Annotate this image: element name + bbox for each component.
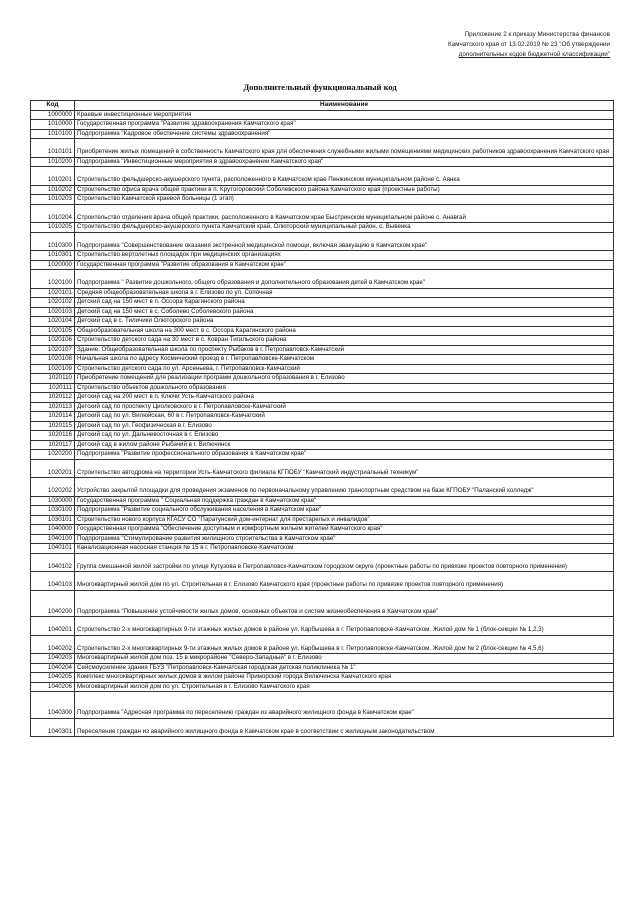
row-name: Краевые инвестиционные мероприятия xyxy=(75,110,614,120)
table-row xyxy=(31,431,614,441)
table-row xyxy=(31,692,614,719)
table-row xyxy=(31,412,614,422)
table-row xyxy=(31,260,614,270)
table-row xyxy=(31,544,614,554)
row-code: 1020000 xyxy=(31,260,75,270)
table-row xyxy=(31,478,614,497)
row-code: 1040102 xyxy=(31,553,75,572)
approval-header xyxy=(400,30,610,60)
row-name: Приобретение помещений для реализации программ дошкольного образования в г. Елизово xyxy=(75,374,614,384)
table-row xyxy=(31,673,614,683)
row-code: 1040200 xyxy=(31,590,75,617)
row-code: 1020110 xyxy=(31,374,75,384)
row-name: Строительство офиса врача общей практики в п. Крутогоровский Соболевского района Камчатского края (проектные работы) xyxy=(75,185,614,195)
row-code: 1010200 xyxy=(31,157,75,167)
row-name: Подпрограмма "Адресная программа по переселению граждан из аварийного жилищного фонда в Камчатском крае" xyxy=(75,692,614,719)
row-code: 1020115 xyxy=(31,421,75,431)
row-name: Детский сад на 200 мест в п. Ключи Усть-Камчатского района xyxy=(75,393,614,403)
table-row xyxy=(31,167,614,186)
row-name: Строительство детского сада по ул. Арсеньева, г. Петропавловск-Камчатский xyxy=(75,364,614,374)
table-row xyxy=(31,204,614,223)
row-name: Государственная программа " Социальная поддержка граждан в Камчатском крае" xyxy=(75,496,614,506)
row-code: 1010204 xyxy=(31,204,75,223)
row-code: 1020111 xyxy=(31,383,75,393)
row-name: Многоквартирный жилой дом по ул. Строительная в г. Елизово Камчатского края xyxy=(75,682,614,692)
row-code: 1020112 xyxy=(31,393,75,403)
row-name: Приобретение жилых помещений в собственность Камчатского края для обеспечения служебными жилыми помещениями медицинских работников здравоохранения Камчатского края xyxy=(75,139,614,158)
row-name: Строительство 2-х многоквартирных 9-ти этажных жилых домов в районе ул. Карбышева в г. Петропавловске-Камчатском. Жилой дом № 2 (блок-секции № 4,5,6) xyxy=(75,635,614,654)
row-name: Строительство автодрома на территории Усть-Камчатского филиала КГПОБУ "Камчатский индустриальный техникум" xyxy=(75,459,614,478)
row-code: 1010300 xyxy=(31,232,75,251)
row-name: Детский сад на 150 мест в с. Соболево Соболевского района xyxy=(75,307,614,317)
row-name: Подпрограмма "Стимулирование развития жилищного строительства в Камчатском крае" xyxy=(75,534,614,544)
table-row xyxy=(31,525,614,535)
table-row xyxy=(31,139,614,158)
row-name: Группа смешанной жилой застройки по улице Кутузова в Петропавловск-Камчатском городском округе (проектные работы по привязке проектов повторного применения) xyxy=(75,553,614,572)
row-name: Детский сад в с. Тиличики Олюторского района xyxy=(75,317,614,327)
column-header-code: Код xyxy=(31,101,75,111)
table-row xyxy=(31,317,614,327)
row-name: Переселение граждан из аварийного жилищного фонда в Камчатском крае в соответствии с жилищным законодательством xyxy=(75,718,614,737)
row-name: Общеобразовательная школа на 300 мест в с. Оссора Карагинского района xyxy=(75,326,614,336)
table-row xyxy=(31,440,614,450)
row-code: 1040000 xyxy=(31,525,75,535)
row-name: Детский сад в жилом районе Рыбачий в г. Вилючинск xyxy=(75,440,614,450)
row-code: 1020104 xyxy=(31,317,75,327)
row-code: 1040301 xyxy=(31,718,75,737)
table-row xyxy=(31,298,614,308)
table-row xyxy=(31,185,614,195)
table-row xyxy=(31,157,614,167)
row-code: 1020100 xyxy=(31,270,75,289)
row-code: 1040206 xyxy=(31,682,75,692)
row-name: Многоквартирный жилой дом поз. 15 в микрорайоне "Северо-Западный" в г. Елизово xyxy=(75,654,614,664)
table-row xyxy=(31,553,614,572)
row-name: Строительство объектов дошкольного образования xyxy=(75,383,614,393)
table-row xyxy=(31,534,614,544)
row-code: 1020200 xyxy=(31,450,75,460)
row-code: 1000000 xyxy=(31,110,75,120)
row-code: 1010205 xyxy=(31,223,75,233)
codes-table xyxy=(30,100,614,737)
table-row xyxy=(31,129,614,139)
table-row xyxy=(31,393,614,403)
table-row xyxy=(31,515,614,525)
table-row xyxy=(31,195,614,205)
row-code: 1020101 xyxy=(31,288,75,298)
row-name: Средняя общеобразовательная школа в г. Елизово по ул. Сопочная xyxy=(75,288,614,298)
row-code: 1040201 xyxy=(31,617,75,636)
table-row xyxy=(31,450,614,460)
table-row xyxy=(31,326,614,336)
row-name: Подпрограмма "Совершенствование оказания экстренной медицинской помощи, включая эвакуацию в Камчатском крае" xyxy=(75,232,614,251)
row-code: 1040100 xyxy=(31,534,75,544)
row-code: 1040202 xyxy=(31,635,75,654)
row-code: 1020114 xyxy=(31,412,75,422)
table-row xyxy=(31,374,614,384)
row-name: Строительство фельдшерско-акушерского пункта Камчатский край, Олюторский муниципальный район, с. Вывенка xyxy=(75,223,614,233)
row-name: Детский сад на 150 мест в п. Оссора Карагинского района xyxy=(75,298,614,308)
row-code: 1040203 xyxy=(31,654,75,664)
table-row xyxy=(31,270,614,289)
row-name: Сейсмоусиление здания ГБУЗ "Петропавловск-Камчатская городская детская поликлиника № 1" xyxy=(75,663,614,673)
table-row xyxy=(31,654,614,664)
row-code: 1020201 xyxy=(31,459,75,478)
row-name: Канализационная насосная станция № 15 в г. Петропавловске-Камчатском xyxy=(75,544,614,554)
row-name: Комплекс многоквартирных жилых домов в жилом районе Приморский города Вилючинска Камчатского края xyxy=(75,673,614,683)
row-name: Многоквартирный жилой дом по ул. Строительная в г. Елизово Камчатского края (проектные работы по привязке проектов повторного применения) xyxy=(75,572,614,591)
row-code: 1020113 xyxy=(31,402,75,412)
row-name: Детский сад по ул. Дальневосточная в г. Елизово xyxy=(75,431,614,441)
row-code: 1040205 xyxy=(31,673,75,683)
header-line-1: Приложение 2 к приказу Министерства финансов xyxy=(464,31,610,38)
table-row xyxy=(31,307,614,317)
row-code: 1010201 xyxy=(31,167,75,186)
table-row xyxy=(31,663,614,673)
row-name: Здание. Общеобразовательная школа по проспекту Рыбаков в г. Петропавловск-Камчатский xyxy=(75,345,614,355)
row-name: Государственная программа "Развитие здравоохранения Камчатского края" xyxy=(75,120,614,130)
table-row xyxy=(31,355,614,365)
row-code: 1020116 xyxy=(31,431,75,441)
table-row xyxy=(31,572,614,591)
row-name: Подпрограмма "Развитие профессионального образования в Камчатском крае" xyxy=(75,450,614,460)
table-row xyxy=(31,336,614,346)
table-header-row xyxy=(31,101,614,111)
row-name: Строительство нового корпуса КГАСУ СО "Паратунский дом-интернат для престарелых и инвалидов" xyxy=(75,515,614,525)
row-name: Государственная программа "Развитие образования в Камчатском крае" xyxy=(75,260,614,270)
row-name: Подпрограмма "Инвестиционные мероприятия в здравоохранении Камчатского края" xyxy=(75,157,614,167)
table-row xyxy=(31,590,614,617)
table-row xyxy=(31,223,614,233)
row-code: 1020117 xyxy=(31,440,75,450)
table-row xyxy=(31,506,614,516)
row-name: Детский сад по ул. Вилюйская, 60 в г. Петропавловск-Камчатский xyxy=(75,412,614,422)
table-row xyxy=(31,120,614,130)
table-row xyxy=(31,232,614,251)
document-title: Дополнительный функциональный код xyxy=(243,82,397,92)
row-code: 1040101 xyxy=(31,544,75,554)
header-line-2: Камчатского края от 13.02.2019 № 23 "Об утверждении xyxy=(448,41,610,48)
row-code: 1020202 xyxy=(31,478,75,497)
row-name: Детский сад по ул. Геофизическая в г. Елизово xyxy=(75,421,614,431)
row-code: 1020103 xyxy=(31,307,75,317)
header-line-3: дополнительных кодов бюджетной классификации" xyxy=(458,51,610,58)
table-row xyxy=(31,496,614,506)
row-code: 1030100 xyxy=(31,506,75,516)
row-code: 1010101 xyxy=(31,139,75,158)
row-name: Строительство Камчатской краевой больницы (1 этап) xyxy=(75,195,614,205)
row-name: Строительство вертолетных площадок при медицинских организациях xyxy=(75,251,614,261)
row-code: 1020105 xyxy=(31,326,75,336)
row-code: 1010203 xyxy=(31,195,75,205)
row-name: Государственная программа "Обеспечение доступным и комфортным жильем жителей Камчатского края" xyxy=(75,525,614,535)
table-row xyxy=(31,110,614,120)
table-row xyxy=(31,635,614,654)
table-row xyxy=(31,383,614,393)
row-code: 1020107 xyxy=(31,345,75,355)
row-code: 1010000 xyxy=(31,120,75,130)
row-name: Подпрограмма "Повышение устойчивости жилых домов, основных объектов и систем жизнеобеспечения в Камчатском крае" xyxy=(75,590,614,617)
column-header-name: Наименование xyxy=(75,101,614,111)
row-code: 1020108 xyxy=(31,355,75,365)
table-row xyxy=(31,459,614,478)
row-name: Строительство 2-х многоквартирных 9-ти этажных жилых домов в районе ул. Карбышева в г. Петропавловске-Камчатском. Жилой дом № 1 (блок-секции № 1,2,3) xyxy=(75,617,614,636)
row-code: 1010202 xyxy=(31,185,75,195)
row-name: Строительство детского сада на 30 мест в с. Ковран Тигильского района xyxy=(75,336,614,346)
row-name: Подпрограмма "Кадровое обеспечение системы здравоохранения" xyxy=(75,129,614,139)
row-code: 1040103 xyxy=(31,572,75,591)
row-code: 1010100 xyxy=(31,129,75,139)
row-code: 1020109 xyxy=(31,364,75,374)
table-row xyxy=(31,718,614,737)
row-code: 1020102 xyxy=(31,298,75,308)
row-code: 1040204 xyxy=(31,663,75,673)
row-code: 1020106 xyxy=(31,336,75,346)
row-name: Строительство отделения врача общей практики, расположенного в Камчатском крае Быстринском муниципальном районе с. Анавгай xyxy=(75,204,614,223)
table-row xyxy=(31,421,614,431)
table-row xyxy=(31,402,614,412)
row-name: Подпрограмма " Развитие дошкольного, общего образования и дополнительного образования детей в Камчатском крае" xyxy=(75,270,614,289)
table-row xyxy=(31,364,614,374)
row-code: 1030101 xyxy=(31,515,75,525)
table-row xyxy=(31,617,614,636)
row-name: Начальная школа по адресу Космический проезд в г. Петропавловске-Камчатском xyxy=(75,355,614,365)
row-code: 1030000 xyxy=(31,496,75,506)
row-name: Строительство фельдшерско-акушерского пункта, расположенного в Камчатском крае Пенжинском муниципальном районе с. Аянка xyxy=(75,167,614,186)
row-name: Подпрограмма "Развитие социального обслуживания населения в Камчатском крае" xyxy=(75,506,614,516)
table-row xyxy=(31,288,614,298)
table-row xyxy=(31,345,614,355)
table-row xyxy=(31,251,614,261)
row-name: Детский сад по проспекту Циолковского в г. Петропавловске-Камчатский xyxy=(75,402,614,412)
table-row xyxy=(31,682,614,692)
row-name: Устройство закрытой площадки для проведения экзаменов по первоначальному управлению транспортным средством на базе КГПОБУ "Паланский колледж" xyxy=(75,478,614,497)
row-code: 1040300 xyxy=(31,692,75,719)
row-code: 1010301 xyxy=(31,251,75,261)
